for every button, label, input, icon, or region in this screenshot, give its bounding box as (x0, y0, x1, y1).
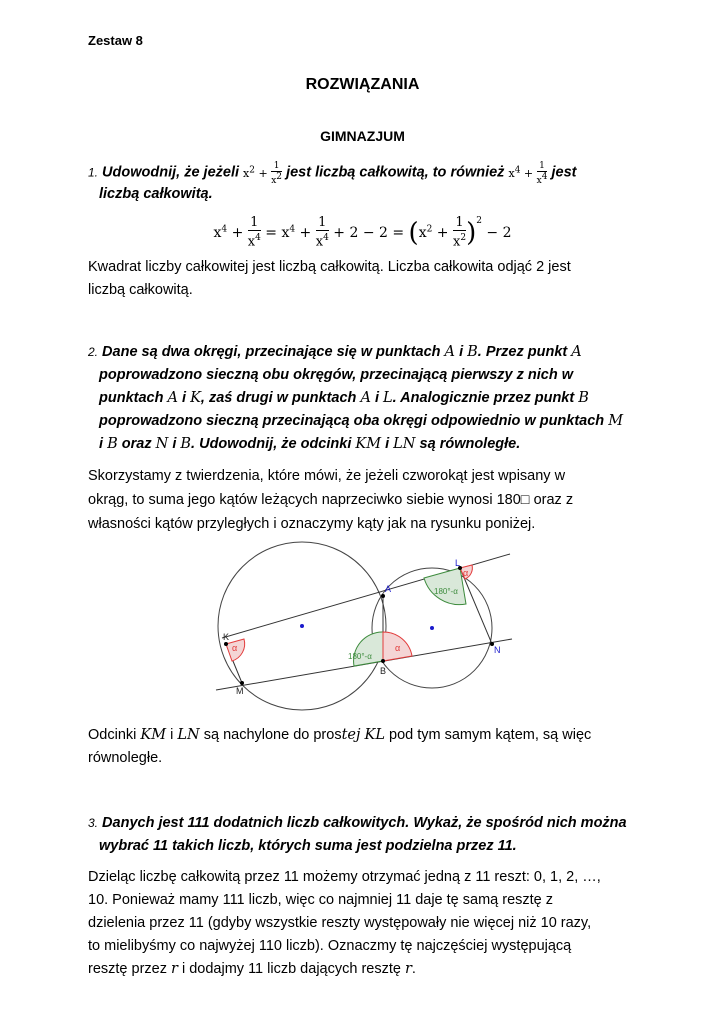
label-supp-b: 180°-α (348, 652, 372, 661)
section-title: GIMNAZJUM (320, 128, 405, 144)
problem-2-line3: punktach A i K, zaś drugi w punktach A i L. Analogicznie przez punkt B (99, 390, 589, 406)
problem-2-conclusion-line2: równoległe. (88, 750, 163, 766)
center-right (430, 626, 434, 630)
expr-x4-plus-inv: $x^4$ + $\frac{1}{x^4}$ (508, 161, 548, 187)
problem-1-solution-line1: Kwadrat liczby całkowitej jest liczbą całkowitą. Liczba całkowita odjąć 2 jest (88, 259, 571, 275)
point-k (224, 642, 228, 646)
point-m (240, 681, 244, 685)
label-l: L (455, 558, 461, 568)
problem-3-solution-line5: resztę przez r i dodajmy 11 liczb dających resztę r. (88, 961, 416, 977)
point-b (381, 659, 385, 663)
page-title: ROZWIĄZANIA (305, 76, 420, 93)
center-left (300, 624, 304, 628)
problem-1-line2: liczbą całkowitą. (99, 186, 213, 202)
problem-3-solution-line3: dzielenia przez 11 (gdyby wszystkie reszty występowały nie więcej niż 10 razy, (88, 915, 592, 931)
label-alpha-k: α (232, 643, 238, 653)
problem-2-solution-line3: własności kątów przyległych i oznaczymy kąty jak na rysunku poniżej. (88, 516, 536, 532)
label-m: M (236, 686, 244, 696)
problem-2-line1: 2. Dane są dwa okręgi, przecinające się w punktach A i B. Przez punkt A (88, 344, 582, 360)
point-a (381, 594, 385, 598)
problem-3-solution-line4: to mielibyśmy co najwyżej 110 liczb). Oznaczmy tę najczęściej występującą (88, 938, 572, 954)
problem-3-solution-line2: 10. Ponieważ mamy 111 liczb, więc co najmniej 11 daje tę samą resztę z (88, 892, 554, 908)
label-b: B (380, 666, 387, 676)
label-alpha-b: α (395, 643, 401, 653)
problem-2-solution-line2: okrąg, to suma jego kątów leżących naprzeciwko siebie wynosi 180□ oraz z (88, 492, 574, 508)
problem-1-statement: 1. Udowodnij, że jeżeli $x^2$ + $\frac{1}{x^2}$ jest liczbą całkowitą, to również $x^4$ + $\frac{1}{x^4}$ jest (88, 161, 577, 187)
problem-1-solution-line2: liczbą całkowitą. (88, 282, 193, 298)
problem-3-solution-line1: Dzieląc liczbę całkowitą przez 11 możemy otrzymać jedną z 11 reszt: 0, 1, 2, …, (88, 869, 601, 885)
label-alpha-l: α (463, 568, 469, 578)
problem-3-line2: wybrać 11 takich liczb, których suma jest podzielna przez 11. (99, 838, 517, 854)
problem-2-solution-line1: Skorzystamy z twierdzenia, które mówi, że jeżeli czworokąt jest wpisany w (88, 468, 566, 484)
problem-2-conclusion-line1: Odcinki KM i LN są nachylone do prostej KL pod tym samym kątem, są więc (88, 727, 592, 743)
expr-x2-plus-inv: $x^2$ + $\frac{1}{x^2}$ (243, 161, 283, 187)
problem-2-line2: poprowadzono sieczną obu okręgów, przecinającą pierwszy z nich w (99, 367, 574, 383)
label-supp-l: 180°-α (434, 587, 458, 596)
set-label: Zestaw 8 (88, 33, 143, 48)
equation-1: $x^4$ + $\frac{1}{x^4}$ = $x^4$ + $\frac{1}{x^4}$ + $2 - 2 = (x^2$ + $\frac{1}{x^2}$ )$^2$ − 2 (213, 215, 512, 250)
problem-3-line1: 3. Danych jest 111 dodatnich liczb całkowitych. Wykaż, że spośród nich można (88, 815, 627, 831)
label-n: N (494, 645, 501, 655)
label-k: K (223, 632, 230, 642)
label-a: A (385, 584, 392, 594)
problem-2-line4: poprowadzono sieczną przecinającą oba okręgi odpowiednio w punktach M (99, 413, 624, 429)
problem-2-line5: i B oraz N i B. Udowodnij, że odcinki KM i LN są równoległe. (99, 436, 521, 452)
